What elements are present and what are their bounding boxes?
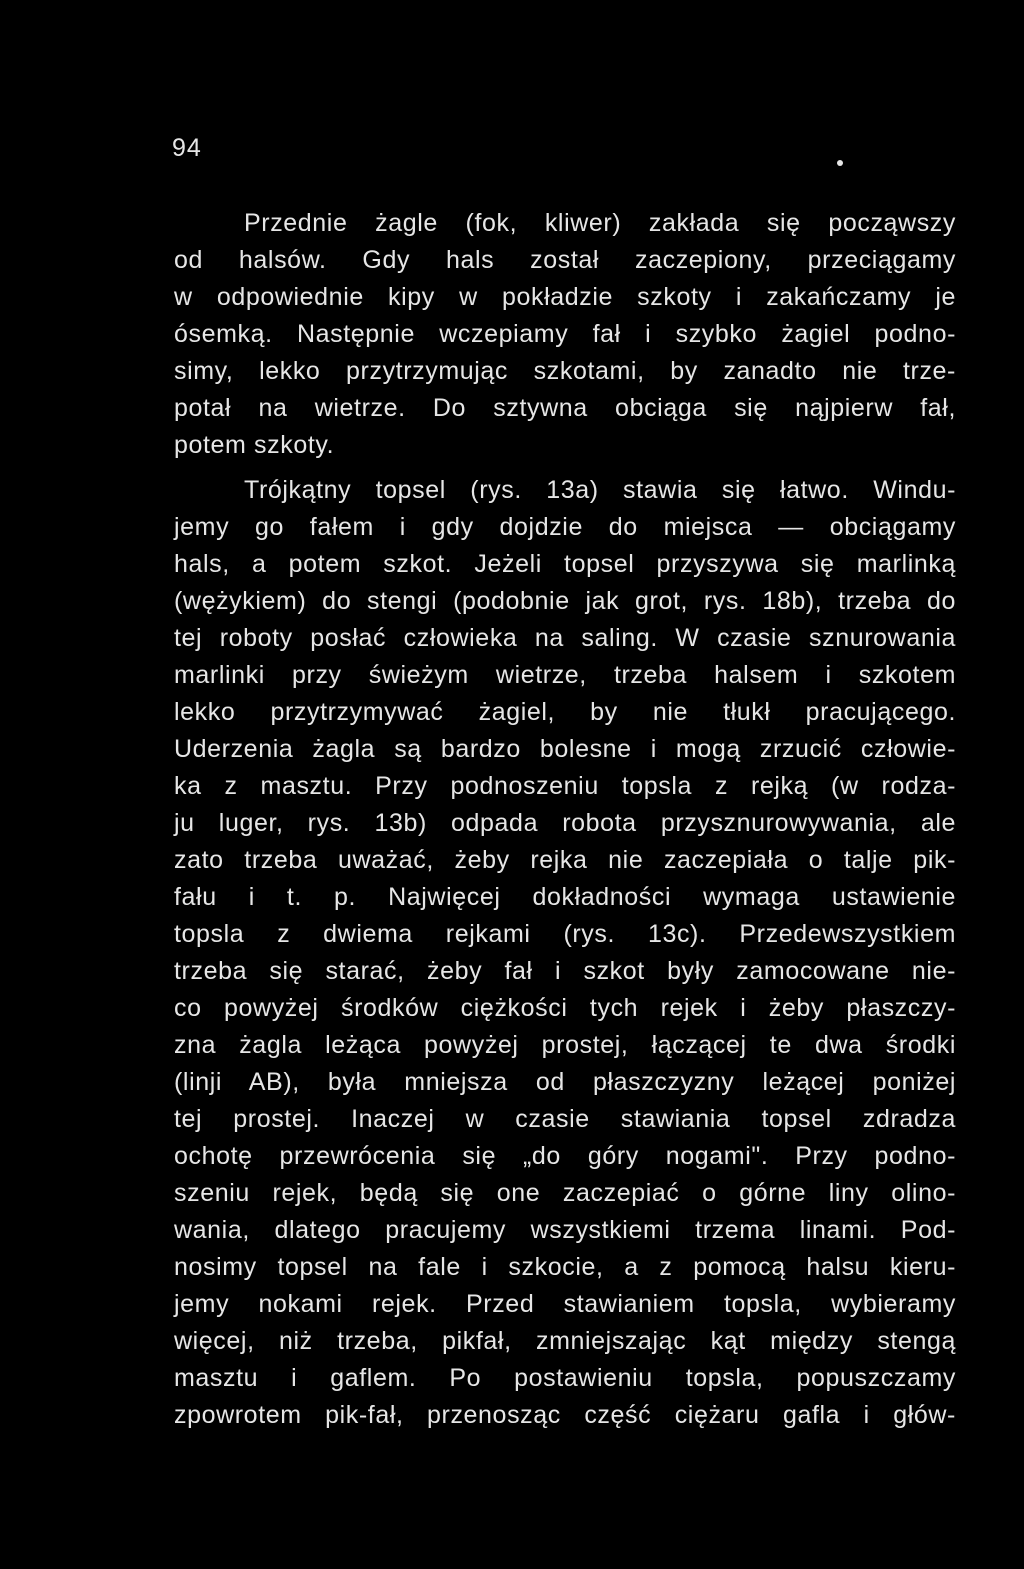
paragraph-line: ju luger, rys. 13b) odpada robota przysznurowywania, ale (174, 809, 956, 837)
paragraph-line: ka z masztu. Przy podnoszeniu topsla z rejką (w rodza- (174, 772, 956, 800)
paragraph-line: w odpowiednie kipy w pokładzie szkoty i zakańczamy je (174, 283, 956, 311)
paragraph-line: nosimy topsel na fale i szkocie, a z pomocą halsu kieru- (174, 1253, 956, 1281)
paragraph-line: jemy nokami rejek. Przed stawianiem topsla, wybieramy (174, 1290, 956, 1318)
paragraph-line: potał na wietrze. Do sztywna obciąga się nąjpierw fał, (174, 394, 956, 422)
paragraph-line: fału i t. p. Najwięcej dokładności wymaga ustawienie (174, 883, 956, 911)
paragraph-line: Uderzenia żagla są bardzo bolesne i mogą zrzucić człowie- (174, 735, 956, 763)
paragraph-line: zpowrotem pik-fał, przenosząc część ciężaru gafla i głów- (174, 1401, 956, 1429)
paragraph-line: od halsów. Gdy hals został zaczepiony, przeciągamy (174, 246, 956, 274)
paragraph-line: tej prostej. Inaczej w czasie stawiania topsel zdradza (174, 1105, 956, 1133)
paragraph-line: marlinki przy świeżym wietrze, trzeba halsem i szkotem (174, 661, 956, 689)
paragraph-line: Przednie żagle (fok, kliwer) zakłada się począwszy (244, 209, 956, 237)
page-number: 94 (172, 134, 202, 162)
paragraph-line: więcej, niż trzeba, pikfał, zmniejszając kąt między stengą (174, 1327, 956, 1355)
paragraph-line: ósemką. Następnie wczepiamy fał i szybko żagiel podno- (174, 320, 956, 348)
paragraph-line: potem szkoty. (174, 431, 335, 459)
paragraph-line: topsla z dwiema rejkami (rys. 13c). Przedewszystkiem (174, 920, 956, 948)
paragraph-line: Trójkątny topsel (rys. 13a) stawia się łatwo. Windu- (244, 476, 956, 504)
paragraph-line: jemy go fałem i gdy dojdzie do miejsca — obciągamy (174, 513, 956, 541)
paragraph-line: simy, lekko przytrzymując szkotami, by zanadto nie trze- (174, 357, 956, 385)
paragraph-line: wania, dlatego pracujemy wszystkiemi trzema linami. Pod- (174, 1216, 956, 1244)
paragraph-line: hals, a potem szkot. Jeżeli topsel przyszywa się marlinką (174, 550, 956, 578)
paragraph-line: (linji AB), była mniejsza od płaszczyzny leżącej poniżej (174, 1068, 956, 1096)
paragraph-line: co powyżej środków ciężkości tych rejek i żeby płaszczy- (174, 994, 956, 1022)
paragraph-line: tej roboty posłać człowieka na saling. W czasie sznurowania (174, 624, 956, 652)
paragraph-line: masztu i gaflem. Po postawieniu topsla, popuszczamy (174, 1364, 956, 1392)
paragraph-line: (wężykiem) do stengi (podobnie jak grot, rys. 18b), trzeba do (174, 587, 956, 615)
paragraph-line: trzeba się starać, żeby fał i szkot były zamocowane nie- (174, 957, 956, 985)
paragraph-line: lekko przytrzymywać żagiel, by nie tłukł pracującego. (174, 698, 956, 726)
paragraph-line: zato trzeba uważać, żeby rejka nie zaczepiała o talje pik- (174, 846, 956, 874)
paragraph-line: zna żagla leżąca powyżej prostej, łączącej te dwa środki (174, 1031, 956, 1059)
paragraph-line: ochotę przewrócenia się „do góry nogami". Przy podno- (174, 1142, 956, 1170)
paragraph-line: szeniu rejek, będą się one zaczepiać o górne liny olino- (174, 1179, 956, 1207)
